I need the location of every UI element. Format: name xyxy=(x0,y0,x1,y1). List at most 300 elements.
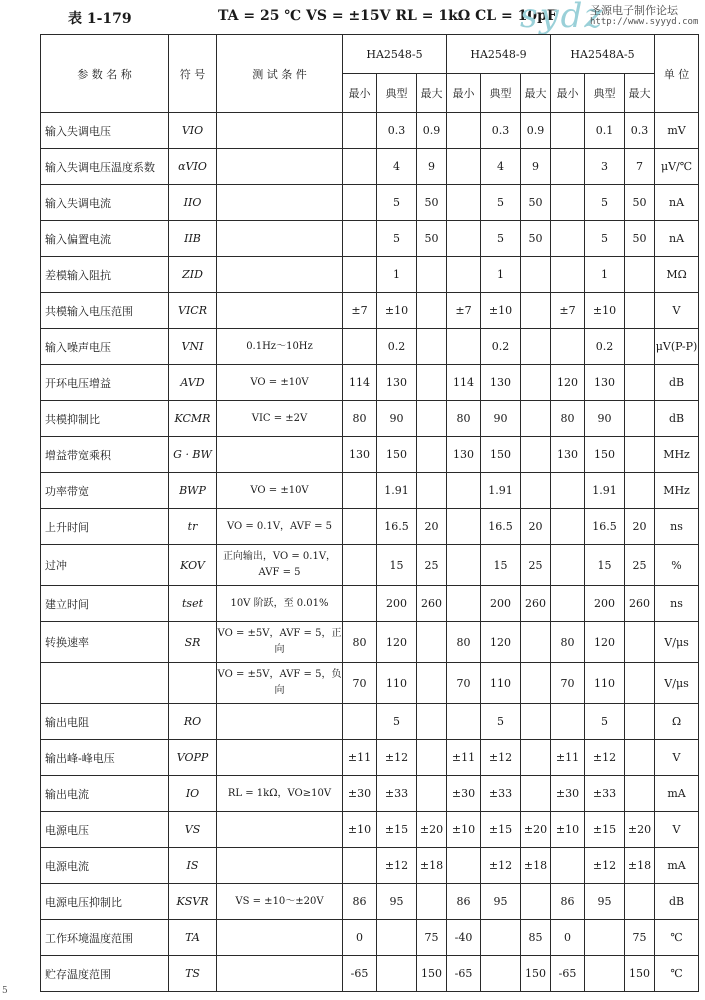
unit-cell: V/μs xyxy=(655,663,699,704)
sub-header: 最小 xyxy=(343,74,377,113)
value-cell: 16.5 xyxy=(585,509,625,545)
value-cell xyxy=(625,704,655,740)
value-cell: 0 xyxy=(343,920,377,956)
value-cell: ±12 xyxy=(377,848,417,884)
value-cell: 260 xyxy=(417,586,447,622)
value-cell: 20 xyxy=(417,509,447,545)
value-cell xyxy=(447,586,481,622)
value-cell: 5 xyxy=(585,221,625,257)
value-cell: 7 xyxy=(625,149,655,185)
sub-header: 典型 xyxy=(481,74,521,113)
value-cell: -65 xyxy=(447,956,481,992)
param-name: 增益带宽乘积 xyxy=(41,437,169,473)
value-cell xyxy=(417,740,447,776)
value-cell: 15 xyxy=(377,545,417,586)
table-row xyxy=(41,776,699,812)
group-header: HA2548-5 xyxy=(343,35,447,74)
value-cell xyxy=(551,185,585,221)
unit-cell: ℃ xyxy=(655,956,699,992)
value-cell xyxy=(625,740,655,776)
value-cell xyxy=(625,776,655,812)
param-symbol: αVIO xyxy=(169,149,217,185)
value-cell xyxy=(377,920,417,956)
test-condition xyxy=(217,437,343,473)
param-symbol: KOV xyxy=(169,545,217,586)
value-cell: 16.5 xyxy=(481,509,521,545)
param-name: 转换速率 xyxy=(41,622,169,663)
value-cell: ±33 xyxy=(481,776,521,812)
value-cell: 25 xyxy=(625,545,655,586)
value-cell: 70 xyxy=(551,663,585,704)
group-header: HA2548A-5 xyxy=(551,35,655,74)
value-cell xyxy=(551,704,585,740)
value-cell xyxy=(343,586,377,622)
value-cell: 120 xyxy=(377,622,417,663)
value-cell: 3 xyxy=(585,149,625,185)
test-condition xyxy=(217,257,343,293)
value-cell: 114 xyxy=(447,365,481,401)
param-symbol xyxy=(169,663,217,704)
value-cell: 25 xyxy=(417,545,447,586)
value-cell: ±20 xyxy=(521,812,551,848)
value-cell: 150 xyxy=(625,956,655,992)
value-cell xyxy=(521,365,551,401)
test-condition xyxy=(217,740,343,776)
table-header xyxy=(0,0,705,34)
value-cell xyxy=(377,956,417,992)
value-cell: -65 xyxy=(551,956,585,992)
table-row xyxy=(41,884,699,920)
value-cell: 200 xyxy=(377,586,417,622)
value-cell: 5 xyxy=(377,704,417,740)
value-cell: 150 xyxy=(521,956,551,992)
value-cell xyxy=(417,329,447,365)
value-cell: 150 xyxy=(585,437,625,473)
value-cell: 50 xyxy=(625,185,655,221)
group-header: HA2548-9 xyxy=(447,35,551,74)
param-name: 输入失调电流 xyxy=(41,185,169,221)
value-cell: 75 xyxy=(417,920,447,956)
test-condition xyxy=(217,185,343,221)
param-name: 工作环境温度范围 xyxy=(41,920,169,956)
value-cell: 110 xyxy=(481,663,521,704)
value-cell: ±10 xyxy=(585,293,625,329)
value-cell: 0.3 xyxy=(481,113,521,149)
value-cell: ±7 xyxy=(551,293,585,329)
value-cell xyxy=(447,509,481,545)
param-name: 电源电流 xyxy=(41,848,169,884)
unit-cell: ns xyxy=(655,586,699,622)
value-cell: ±11 xyxy=(551,740,585,776)
value-cell: ±11 xyxy=(343,740,377,776)
value-cell xyxy=(417,293,447,329)
value-cell xyxy=(521,704,551,740)
value-cell xyxy=(625,884,655,920)
table-number: 表 1-179 xyxy=(68,11,132,27)
value-cell xyxy=(551,257,585,293)
value-cell: 0.3 xyxy=(377,113,417,149)
value-cell: 5 xyxy=(585,185,625,221)
value-cell xyxy=(343,545,377,586)
value-cell xyxy=(551,848,585,884)
value-cell: ±30 xyxy=(447,776,481,812)
sub-header: 典型 xyxy=(377,74,417,113)
value-cell: ±10 xyxy=(551,812,585,848)
spec-table xyxy=(40,34,699,992)
unit-cell: MΩ xyxy=(655,257,699,293)
value-cell: 80 xyxy=(551,401,585,437)
param-symbol: VNI xyxy=(169,329,217,365)
param-symbol: RO xyxy=(169,704,217,740)
test-condition xyxy=(217,113,343,149)
value-cell xyxy=(521,740,551,776)
value-cell: 0.9 xyxy=(417,113,447,149)
value-cell: 90 xyxy=(585,401,625,437)
value-cell xyxy=(625,663,655,704)
value-cell: ±12 xyxy=(585,740,625,776)
page-mark: 5 xyxy=(2,986,8,996)
unit-cell: dB xyxy=(655,365,699,401)
value-cell: 5 xyxy=(377,221,417,257)
value-cell xyxy=(551,586,585,622)
unit-cell: V/μs xyxy=(655,622,699,663)
sub-header: 最小 xyxy=(447,74,481,113)
value-cell: 50 xyxy=(521,221,551,257)
unit-cell: V xyxy=(655,740,699,776)
value-cell: 25 xyxy=(521,545,551,586)
value-cell: -65 xyxy=(343,956,377,992)
value-cell: 85 xyxy=(521,920,551,956)
value-cell: ±18 xyxy=(417,848,447,884)
unit-cell: V xyxy=(655,293,699,329)
param-name: 输入偏置电流 xyxy=(41,221,169,257)
param-name: 输入失调电压温度系数 xyxy=(41,149,169,185)
value-cell: ±30 xyxy=(343,776,377,812)
param-symbol: VIO xyxy=(169,113,217,149)
param-name: 开环电压增益 xyxy=(41,365,169,401)
param-symbol: KCMR xyxy=(169,401,217,437)
value-cell: 130 xyxy=(447,437,481,473)
value-cell: 86 xyxy=(551,884,585,920)
test-condition xyxy=(217,956,343,992)
col-unit-header: 单 位 xyxy=(655,35,699,113)
value-cell: ±7 xyxy=(447,293,481,329)
value-cell xyxy=(585,920,625,956)
test-condition: VIC = ±2V xyxy=(217,401,343,437)
unit-cell: Ω xyxy=(655,704,699,740)
value-cell: ±15 xyxy=(377,812,417,848)
unit-cell: mV xyxy=(655,113,699,149)
param-symbol: SR xyxy=(169,622,217,663)
value-cell: 95 xyxy=(481,884,521,920)
value-cell: 150 xyxy=(377,437,417,473)
sub-header: 最大 xyxy=(625,74,655,113)
value-cell: 20 xyxy=(521,509,551,545)
param-name: 输入噪声电压 xyxy=(41,329,169,365)
test-condition xyxy=(217,848,343,884)
table-row xyxy=(41,509,699,545)
unit-cell: V xyxy=(655,812,699,848)
value-cell xyxy=(447,221,481,257)
unit-cell: MHz xyxy=(655,473,699,509)
unit-cell: μV(P-P) xyxy=(655,329,699,365)
value-cell: 16.5 xyxy=(377,509,417,545)
value-cell: ±20 xyxy=(625,812,655,848)
value-cell: 90 xyxy=(481,401,521,437)
value-cell xyxy=(417,884,447,920)
value-cell: 260 xyxy=(521,586,551,622)
param-symbol: TS xyxy=(169,956,217,992)
table-row xyxy=(41,704,699,740)
value-cell: 4 xyxy=(481,149,521,185)
param-name: 贮存温度范围 xyxy=(41,956,169,992)
value-cell xyxy=(625,365,655,401)
table-row xyxy=(41,812,699,848)
value-cell: ±11 xyxy=(447,740,481,776)
value-cell xyxy=(417,437,447,473)
col-param-header: 参 数 名 称 xyxy=(41,35,169,113)
value-cell: 0.9 xyxy=(521,113,551,149)
test-condition xyxy=(217,812,343,848)
value-cell: ±10 xyxy=(343,812,377,848)
value-cell: 50 xyxy=(417,185,447,221)
value-cell xyxy=(551,113,585,149)
param-name: 过冲 xyxy=(41,545,169,586)
value-cell xyxy=(521,622,551,663)
unit-cell: nA xyxy=(655,221,699,257)
value-cell: ±33 xyxy=(377,776,417,812)
unit-cell: % xyxy=(655,545,699,586)
value-cell xyxy=(447,848,481,884)
value-cell: 0.2 xyxy=(585,329,625,365)
table-row xyxy=(41,473,699,509)
value-cell xyxy=(481,920,521,956)
value-cell xyxy=(447,545,481,586)
value-cell xyxy=(585,956,625,992)
table-row xyxy=(41,586,699,622)
value-cell: ±10 xyxy=(447,812,481,848)
value-cell xyxy=(417,704,447,740)
value-cell: 70 xyxy=(343,663,377,704)
table-row xyxy=(41,437,699,473)
value-cell xyxy=(343,473,377,509)
value-cell: 130 xyxy=(343,437,377,473)
value-cell xyxy=(447,473,481,509)
table-row xyxy=(41,293,699,329)
param-name: 电源电压抑制比 xyxy=(41,884,169,920)
table-row xyxy=(41,740,699,776)
value-cell: 0.1 xyxy=(585,113,625,149)
value-cell: 50 xyxy=(417,221,447,257)
value-cell xyxy=(417,622,447,663)
test-condition: VS = ±10～±20V xyxy=(217,884,343,920)
test-condition: VO = ±10V xyxy=(217,365,343,401)
test-condition: VO = ±5V，AVF = 5，正向 xyxy=(217,622,343,663)
value-cell xyxy=(521,329,551,365)
value-cell xyxy=(551,545,585,586)
value-cell: ±33 xyxy=(585,776,625,812)
param-symbol: tr xyxy=(169,509,217,545)
param-symbol: IO xyxy=(169,776,217,812)
sub-header: 最小 xyxy=(551,74,585,113)
value-cell xyxy=(447,113,481,149)
value-cell: 0.2 xyxy=(377,329,417,365)
value-cell xyxy=(447,185,481,221)
value-cell: 9 xyxy=(417,149,447,185)
value-cell: 5 xyxy=(585,704,625,740)
value-cell xyxy=(343,509,377,545)
value-cell: -40 xyxy=(447,920,481,956)
value-cell: 5 xyxy=(481,221,521,257)
value-cell: ±18 xyxy=(521,848,551,884)
value-cell xyxy=(481,956,521,992)
sub-header: 最大 xyxy=(521,74,551,113)
value-cell: 130 xyxy=(585,365,625,401)
value-cell: 50 xyxy=(625,221,655,257)
param-symbol: G · BW xyxy=(169,437,217,473)
test-condition: 10V 阶跃，至 0.01% xyxy=(217,586,343,622)
value-cell: 80 xyxy=(551,622,585,663)
table-row xyxy=(41,365,699,401)
test-condition xyxy=(217,704,343,740)
value-cell xyxy=(447,257,481,293)
value-cell: 20 xyxy=(625,509,655,545)
value-cell: 75 xyxy=(625,920,655,956)
value-cell: 200 xyxy=(585,586,625,622)
test-condition xyxy=(217,293,343,329)
value-cell: ±7 xyxy=(343,293,377,329)
value-cell: 120 xyxy=(585,622,625,663)
param-symbol: KSVR xyxy=(169,884,217,920)
sub-header: 典型 xyxy=(585,74,625,113)
param-name xyxy=(41,663,169,704)
param-name: 输出电阻 xyxy=(41,704,169,740)
value-cell xyxy=(551,473,585,509)
unit-cell: mA xyxy=(655,848,699,884)
param-symbol: tset xyxy=(169,586,217,622)
unit-cell: mA xyxy=(655,776,699,812)
value-cell: 1 xyxy=(481,257,521,293)
test-condition: RL = 1kΩ，VO≥10V xyxy=(217,776,343,812)
test-condition: VO = ±5V，AVF = 5，负向 xyxy=(217,663,343,704)
value-cell: 130 xyxy=(551,437,585,473)
test-condition: VO = ±10V xyxy=(217,473,343,509)
value-cell: 86 xyxy=(343,884,377,920)
watermark-site-name: 圣源电子制作论坛 xyxy=(590,4,678,17)
param-symbol: IIO xyxy=(169,185,217,221)
watermark-logo: sydz xyxy=(520,0,605,36)
value-cell xyxy=(343,257,377,293)
value-cell: 110 xyxy=(585,663,625,704)
value-cell: ±15 xyxy=(481,812,521,848)
value-cell xyxy=(417,257,447,293)
value-cell: ±10 xyxy=(481,293,521,329)
value-cell xyxy=(551,509,585,545)
value-cell xyxy=(343,185,377,221)
test-condition xyxy=(217,221,343,257)
value-cell xyxy=(521,663,551,704)
value-cell xyxy=(417,663,447,704)
param-name: 上升时间 xyxy=(41,509,169,545)
param-symbol: VS xyxy=(169,812,217,848)
value-cell: 130 xyxy=(481,365,521,401)
value-cell xyxy=(447,329,481,365)
value-cell: 95 xyxy=(585,884,625,920)
value-cell xyxy=(417,776,447,812)
col-symbol-header: 符 号 xyxy=(169,35,217,113)
value-cell: 120 xyxy=(551,365,585,401)
value-cell xyxy=(521,401,551,437)
value-cell xyxy=(343,848,377,884)
param-name: 电源电压 xyxy=(41,812,169,848)
value-cell: 0.3 xyxy=(625,113,655,149)
table-row xyxy=(41,663,699,704)
param-symbol: BWP xyxy=(169,473,217,509)
value-cell: 1 xyxy=(377,257,417,293)
table-row xyxy=(41,257,699,293)
value-cell xyxy=(521,437,551,473)
param-symbol: IIB xyxy=(169,221,217,257)
value-cell: 9 xyxy=(521,149,551,185)
value-cell: 114 xyxy=(343,365,377,401)
value-cell: 70 xyxy=(447,663,481,704)
unit-cell: dB xyxy=(655,884,699,920)
value-cell xyxy=(417,473,447,509)
table-row xyxy=(41,149,699,185)
value-cell: ±15 xyxy=(585,812,625,848)
value-cell xyxy=(521,473,551,509)
value-cell: 15 xyxy=(481,545,521,586)
value-cell xyxy=(521,257,551,293)
param-name: 建立时间 xyxy=(41,586,169,622)
value-cell: 50 xyxy=(521,185,551,221)
value-cell: 5 xyxy=(481,185,521,221)
value-cell: 90 xyxy=(377,401,417,437)
value-cell xyxy=(625,437,655,473)
unit-cell: ns xyxy=(655,509,699,545)
table-row xyxy=(41,956,699,992)
value-cell xyxy=(343,329,377,365)
param-name: 共模抑制比 xyxy=(41,401,169,437)
table-row xyxy=(41,221,699,257)
unit-cell: nA xyxy=(655,185,699,221)
value-cell xyxy=(625,401,655,437)
value-cell: 200 xyxy=(481,586,521,622)
value-cell: 150 xyxy=(481,437,521,473)
value-cell: ±12 xyxy=(481,848,521,884)
value-cell: ±20 xyxy=(417,812,447,848)
value-cell: 110 xyxy=(377,663,417,704)
value-cell xyxy=(551,329,585,365)
value-cell: 130 xyxy=(377,365,417,401)
param-symbol: AVD xyxy=(169,365,217,401)
value-cell: 4 xyxy=(377,149,417,185)
value-cell: 15 xyxy=(585,545,625,586)
value-cell: 1.91 xyxy=(585,473,625,509)
unit-cell: μV/℃ xyxy=(655,149,699,185)
watermark xyxy=(520,0,705,34)
param-name: 输出电流 xyxy=(41,776,169,812)
value-cell: ±30 xyxy=(551,776,585,812)
value-cell: 5 xyxy=(377,185,417,221)
value-cell: 1.91 xyxy=(377,473,417,509)
value-cell xyxy=(551,221,585,257)
value-cell: ±10 xyxy=(377,293,417,329)
table-row xyxy=(41,848,699,884)
test-condition: VO = 0.1V，AVF = 5 xyxy=(217,509,343,545)
value-cell: 86 xyxy=(447,884,481,920)
value-cell: 1 xyxy=(585,257,625,293)
